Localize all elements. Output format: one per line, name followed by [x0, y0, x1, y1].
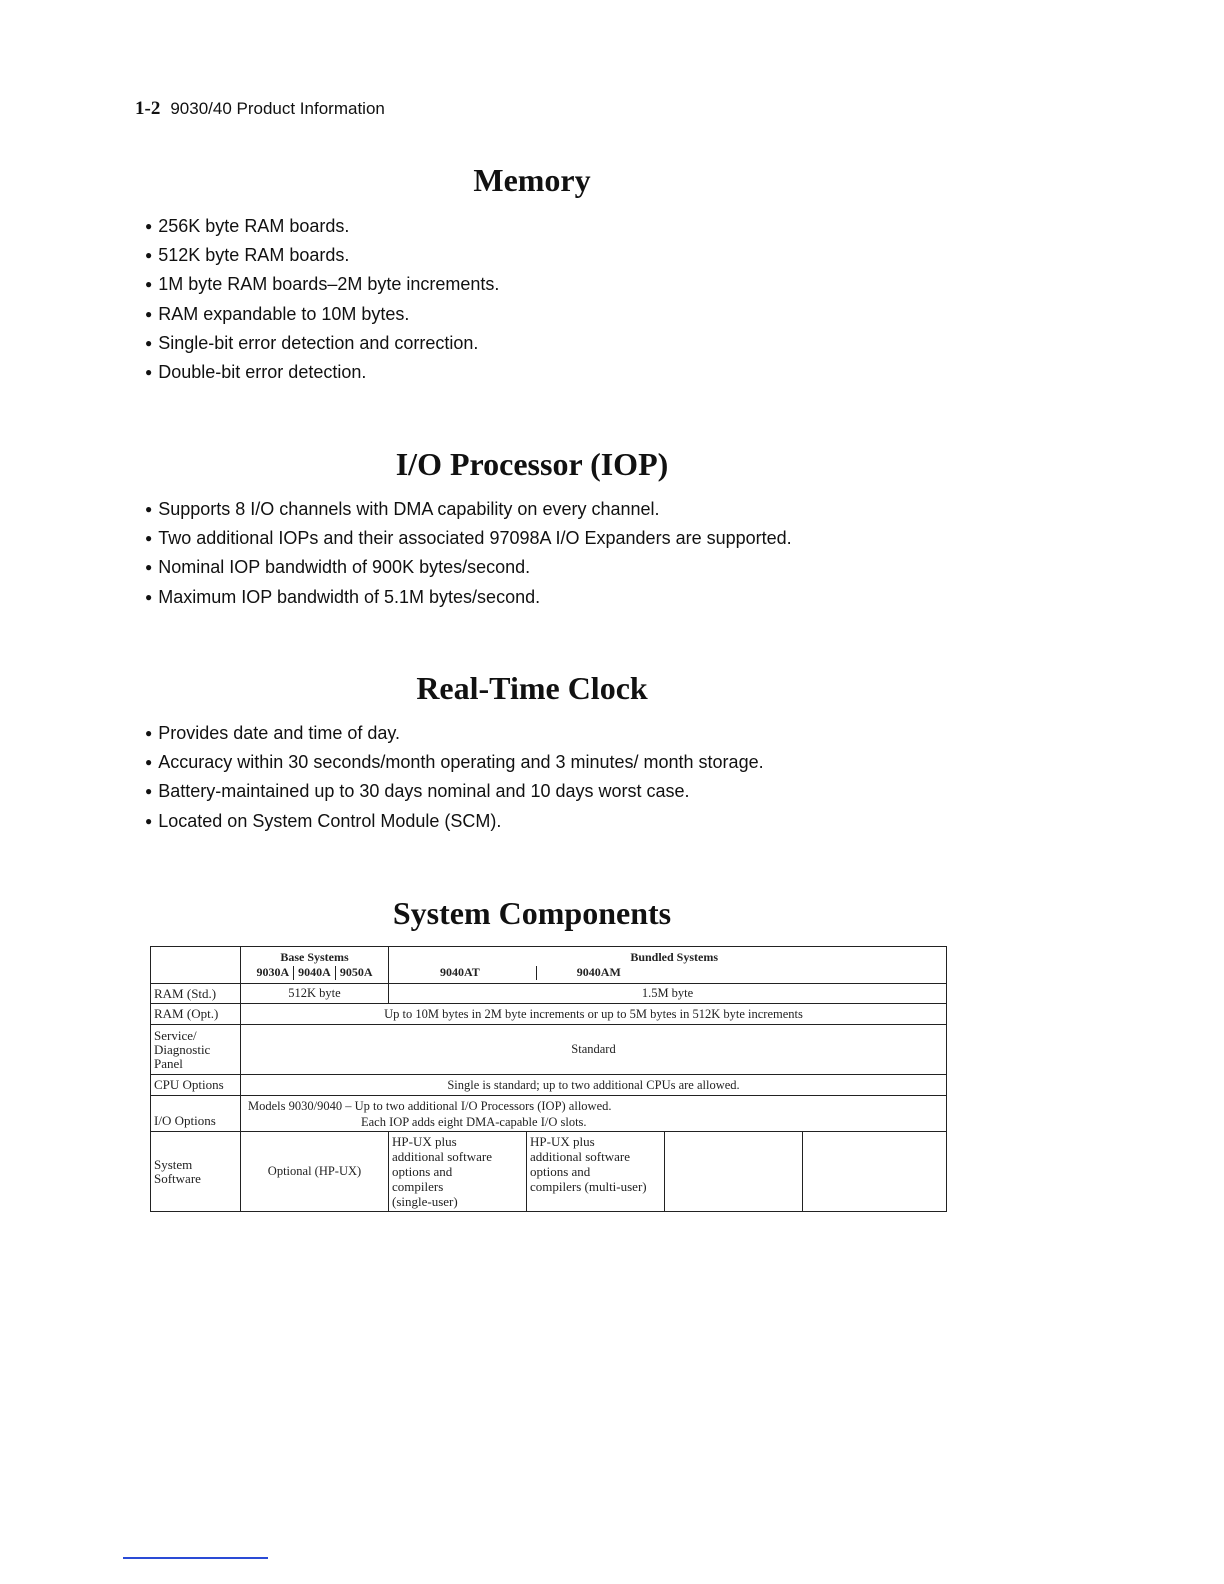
software-line: additional software: [392, 1149, 492, 1164]
model-9040at: 9040AT: [440, 964, 480, 979]
software-line: (single-user): [392, 1194, 458, 1209]
list-item: ● Double-bit error detection.: [145, 358, 499, 387]
list-item: ● Nominal IOP bandwidth of 900K bytes/second.: [145, 553, 792, 582]
ram-std-base: 512K byte: [241, 984, 389, 1004]
service-label-line: Service/: [154, 1027, 197, 1043]
table-row: [151, 984, 947, 1004]
io-value-line: Each IOP adds eight DMA-capable I/O slots.: [361, 1114, 587, 1129]
model-9030a: 9030A: [256, 964, 290, 979]
list-item: ● Supports 8 I/O channels with DMA capability on every channel.: [145, 495, 792, 524]
model-9040a: 9040A: [298, 964, 331, 979]
table-row: [151, 1075, 947, 1096]
table-cell: [151, 947, 241, 984]
clock-list: [145, 719, 764, 836]
io-value: [241, 1096, 947, 1132]
software-line: compilers: [392, 1179, 444, 1194]
cpu-value: Single is standard; up to two additional CPUs are allowed.: [241, 1075, 947, 1096]
list-item: ● 256K byte RAM boards.: [145, 212, 499, 241]
clock-heading: Real-Time Clock: [416, 670, 648, 706]
list-item: ● RAM expandable to 10M bytes.: [145, 300, 499, 329]
list-item: ● 1M byte RAM boards–2M byte increments.: [145, 270, 499, 299]
iop-list: [145, 495, 792, 612]
table-row: [151, 1004, 947, 1025]
list-item: ● Maximum IOP bandwidth of 5.1M bytes/second.: [145, 583, 792, 612]
software-label-line: System: [154, 1156, 193, 1172]
software-line: HP-UX plus: [530, 1134, 595, 1149]
bundled-systems-header: [389, 947, 947, 984]
table-row: [151, 1132, 947, 1212]
software-line: HP-UX plus: [392, 1134, 457, 1149]
software-line: options and: [392, 1164, 453, 1179]
list-item: ● 512K byte RAM boards.: [145, 241, 499, 270]
row-label-cpu: CPU Options: [151, 1075, 241, 1096]
list-item: ● Provides date and time of day.: [145, 719, 764, 748]
row-label-io: I/O Options: [151, 1096, 241, 1132]
table-row: [151, 1025, 947, 1075]
components-heading: System Components: [392, 895, 672, 931]
io-value-line: Models 9030/9040 – Up to two additional I/O Processors (IOP) allowed.: [248, 1098, 612, 1113]
service-label-line: Diagnostic: [154, 1041, 211, 1057]
software-label-line: Software: [154, 1170, 201, 1186]
service-value: Standard: [241, 1025, 947, 1075]
table-cell-empty: [665, 1132, 803, 1212]
bundled-systems-title: Bundled Systems: [630, 949, 719, 964]
table-cell-empty: [803, 1132, 947, 1212]
components-table: [150, 946, 947, 1212]
row-label-service: [151, 1025, 241, 1075]
base-systems-title: Base Systems: [280, 949, 349, 964]
iop-heading: I/O Processor (IOP): [395, 446, 669, 482]
memory-heading: Memory: [473, 162, 591, 198]
software-line: compilers (multi-user): [530, 1179, 647, 1194]
table-row: [151, 1096, 947, 1132]
page-number: 1-2: [135, 98, 161, 119]
list-item: ● Two additional IOPs and their associated 97098A I/O Expanders are supported.: [145, 524, 792, 553]
row-label-ram-opt: RAM (Opt.): [151, 1004, 241, 1025]
service-label-line: Panel: [154, 1055, 183, 1071]
page-header: [135, 98, 385, 120]
software-base: Optional (HP-UX): [241, 1132, 389, 1212]
model-9050a: 9050A: [339, 964, 373, 979]
row-label-ram-std: RAM (Std.): [151, 984, 241, 1004]
model-9040am: 9040AM: [576, 964, 621, 979]
software-9040at: [389, 1132, 527, 1212]
table-row: [151, 947, 947, 984]
memory-list: [145, 212, 499, 387]
list-item: ● Accuracy within 30 seconds/month operating and 3 minutes/ month storage.: [145, 748, 764, 777]
list-item: ● Single-bit error detection and correction.: [145, 329, 499, 358]
software-9040am: [527, 1132, 665, 1212]
software-line: additional software: [530, 1149, 630, 1164]
ram-std-bundled: 1.5M byte: [389, 984, 947, 1004]
software-line: options and: [530, 1164, 591, 1179]
ram-opt-value: Up to 10M bytes in 2M byte increments or up to 5M bytes in 512K byte increments: [241, 1004, 947, 1025]
list-item: ● Located on System Control Module (SCM).: [145, 807, 764, 836]
row-label-software: [151, 1132, 241, 1212]
base-systems-header: [241, 947, 389, 984]
running-title: 9030/40 Product Information: [170, 99, 385, 118]
footer-rule: [123, 1557, 268, 1559]
list-item: ● Battery-maintained up to 30 days nominal and 10 days worst case.: [145, 777, 764, 806]
